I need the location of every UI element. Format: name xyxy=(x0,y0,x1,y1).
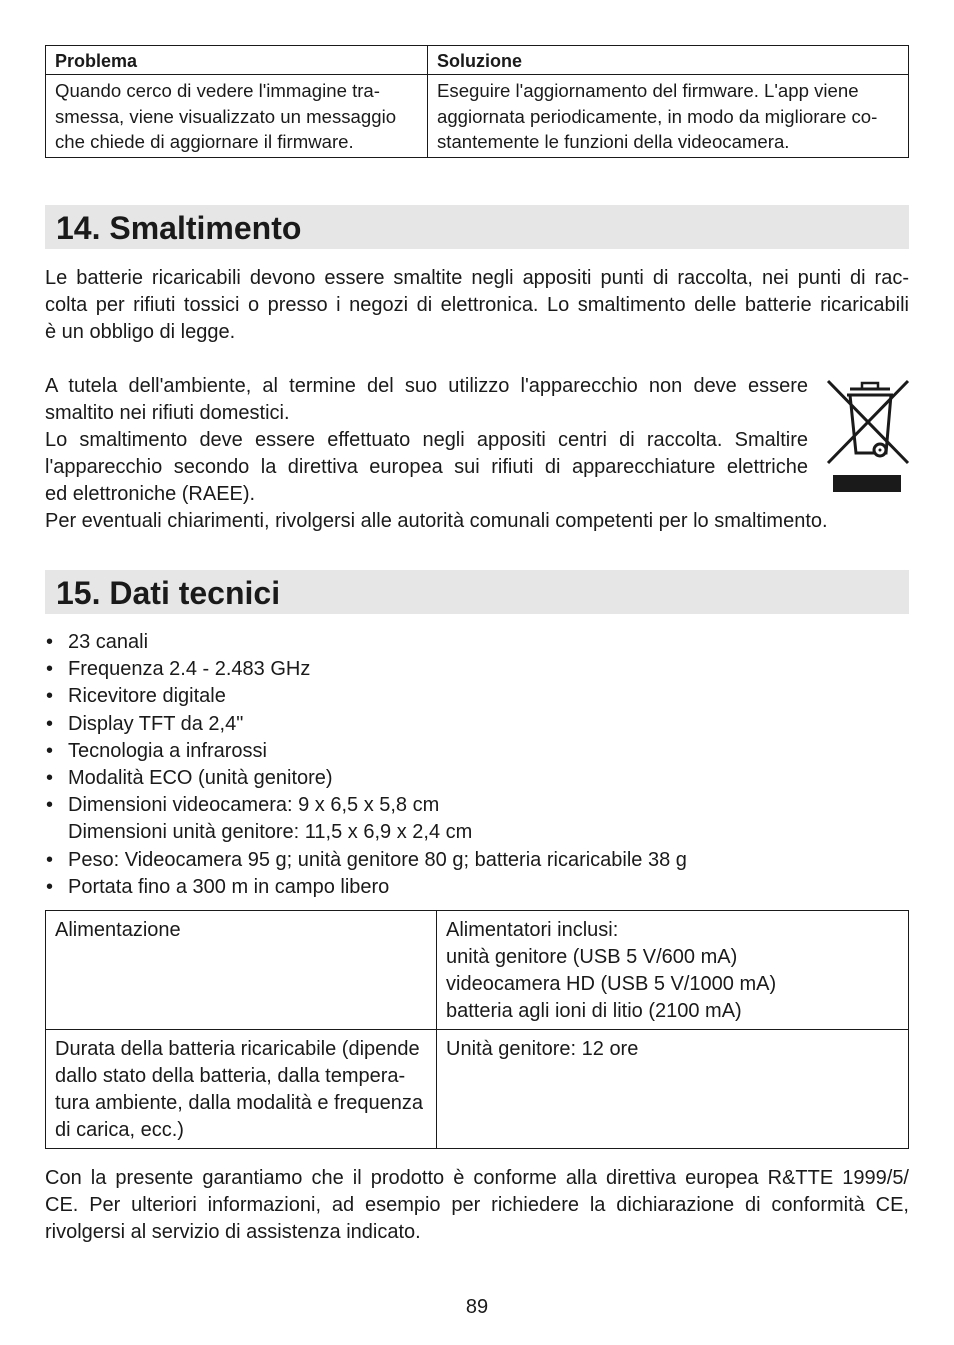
header-soluzione: Soluzione xyxy=(428,46,909,75)
spec-value-line: batteria agli ioni di litio (2100 mA) xyxy=(446,1000,742,1022)
text-line: Le batterie ricaricabili devono essere smaltite negli appositi punti di raccolta, nei punti di rac- xyxy=(45,267,909,289)
spec-label-line: Alimentazione xyxy=(55,919,181,941)
text-line: è un obbligo di legge. xyxy=(45,321,236,343)
list-item: • Modalità ECO (unità genitore) xyxy=(46,767,333,790)
spec-label-line: di carica, ecc.) xyxy=(55,1119,184,1141)
page-number: 89 xyxy=(465,1296,489,1318)
problem-cell xyxy=(46,75,428,158)
problem-line: smessa, viene visualizzato un messaggio xyxy=(55,105,397,127)
troubleshooting-table xyxy=(45,45,909,158)
problem-line: che chiede di aggiornare il firmware. xyxy=(55,131,354,152)
text-line: Con la presente garantiamo che il prodotto è conforme alla direttiva europea R&TTE 1999/5/ xyxy=(45,1167,909,1189)
section-heading-dati-tecnici: 15. Dati tecnici xyxy=(45,570,909,614)
header-problema: Problema xyxy=(46,46,428,75)
text-line: rivolgersi al servizio di assistenza indicato. xyxy=(45,1221,421,1243)
text-line: l'apparecchio secondo la direttiva europea sui rifiuti di apparecchiature elettriche xyxy=(45,456,808,478)
section-heading-smaltimento: 14. Smaltimento xyxy=(45,205,909,249)
list-item: • Display TFT da 2,4" xyxy=(46,712,244,735)
spec-value-line: Unità genitore: 12 ore xyxy=(446,1038,639,1060)
text-line: CE. Per ulteriori informazioni, ad esempio per richiedere la dichiarazione di conformità CE, xyxy=(45,1194,909,1216)
spec-value-cell xyxy=(437,1030,909,1149)
solution-cell xyxy=(428,75,909,158)
problem-line: Quando cerco di vedere l'immagine tra- xyxy=(55,80,380,101)
spec-label-line: Durata della batteria ricaricabile (dipende xyxy=(55,1038,420,1060)
list-item: • Frequenza 2.4 - 2.483 GHz xyxy=(46,658,311,681)
list-item: • 23 canali xyxy=(46,631,149,653)
text-line: Per eventuali chiarimenti, rivolgersi alle autorità comunali competenti per lo smaltimento. xyxy=(45,510,828,532)
spec-label-line: tura ambiente, dalla modalità e frequenza xyxy=(55,1092,424,1114)
spec-value-line: Alimentatori inclusi: xyxy=(446,919,619,941)
text-line: smaltito nei rifiuti domestici. xyxy=(45,402,290,424)
spec-label-line: dallo stato della batteria, dalla tempera- xyxy=(55,1065,406,1087)
table-header-row xyxy=(46,46,909,75)
table-row xyxy=(46,911,909,1030)
list-item: • Ricevitore digitale xyxy=(46,685,226,708)
table-row xyxy=(46,1030,909,1149)
list-item: • Peso: Videocamera 95 g; unità genitore 80 g; batteria ricaricabile 38 g xyxy=(46,848,687,871)
spec-value-cell xyxy=(437,911,909,1030)
list-item: • Dimensioni videocamera: 9 x 6,5 x 5,8 cm Dimensioni unità genitore: 11,5 x 6,9 x 2,4 cm xyxy=(46,794,473,844)
weee-crossed-bin-icon xyxy=(825,377,913,495)
list-item: • Portata fino a 300 m in campo libero xyxy=(46,875,390,898)
spec-value-line: videocamera HD (USB 5 V/1000 mA) xyxy=(446,973,777,995)
table-row xyxy=(46,75,909,158)
text-line: Lo smaltimento deve essere effettuato negli appositi centri di raccolta. Smaltire xyxy=(45,429,808,451)
list-item: • Tecnologia a infrarossi xyxy=(46,739,267,762)
solution-line: stantemente le funzioni della videocamera. xyxy=(437,131,790,152)
text-line: ed elettroniche (RAEE). xyxy=(45,483,256,505)
solution-line: Eseguire l'aggiornamento del firmware. L'app viene xyxy=(437,80,859,101)
list-item-continuation: Dimensioni unità genitore: 11,5 x 6,9 x 2,4 cm xyxy=(68,821,473,844)
disposal-batteries-paragraph xyxy=(45,265,909,346)
specs-bullet-list xyxy=(45,629,909,901)
solution-line: aggiornata periodicamente, in modo da migliorare co- xyxy=(437,105,878,127)
power-specs-table xyxy=(45,910,909,1149)
conformity-paragraph xyxy=(45,1165,909,1246)
disposal-device-paragraph xyxy=(45,373,909,535)
spec-label-cell xyxy=(46,1030,437,1149)
text-line: A tutela dell'ambiente, al termine del suo utilizzo l'apparecchio non deve essere xyxy=(45,375,808,397)
spec-label-cell xyxy=(46,911,437,1030)
spec-value-line: unità genitore (USB 5 V/600 mA) xyxy=(446,946,738,968)
text-line: colta per rifiuti tossici o presso i negozi di elettronica. Lo smaltimento delle batterie ricaricabili xyxy=(45,294,909,316)
